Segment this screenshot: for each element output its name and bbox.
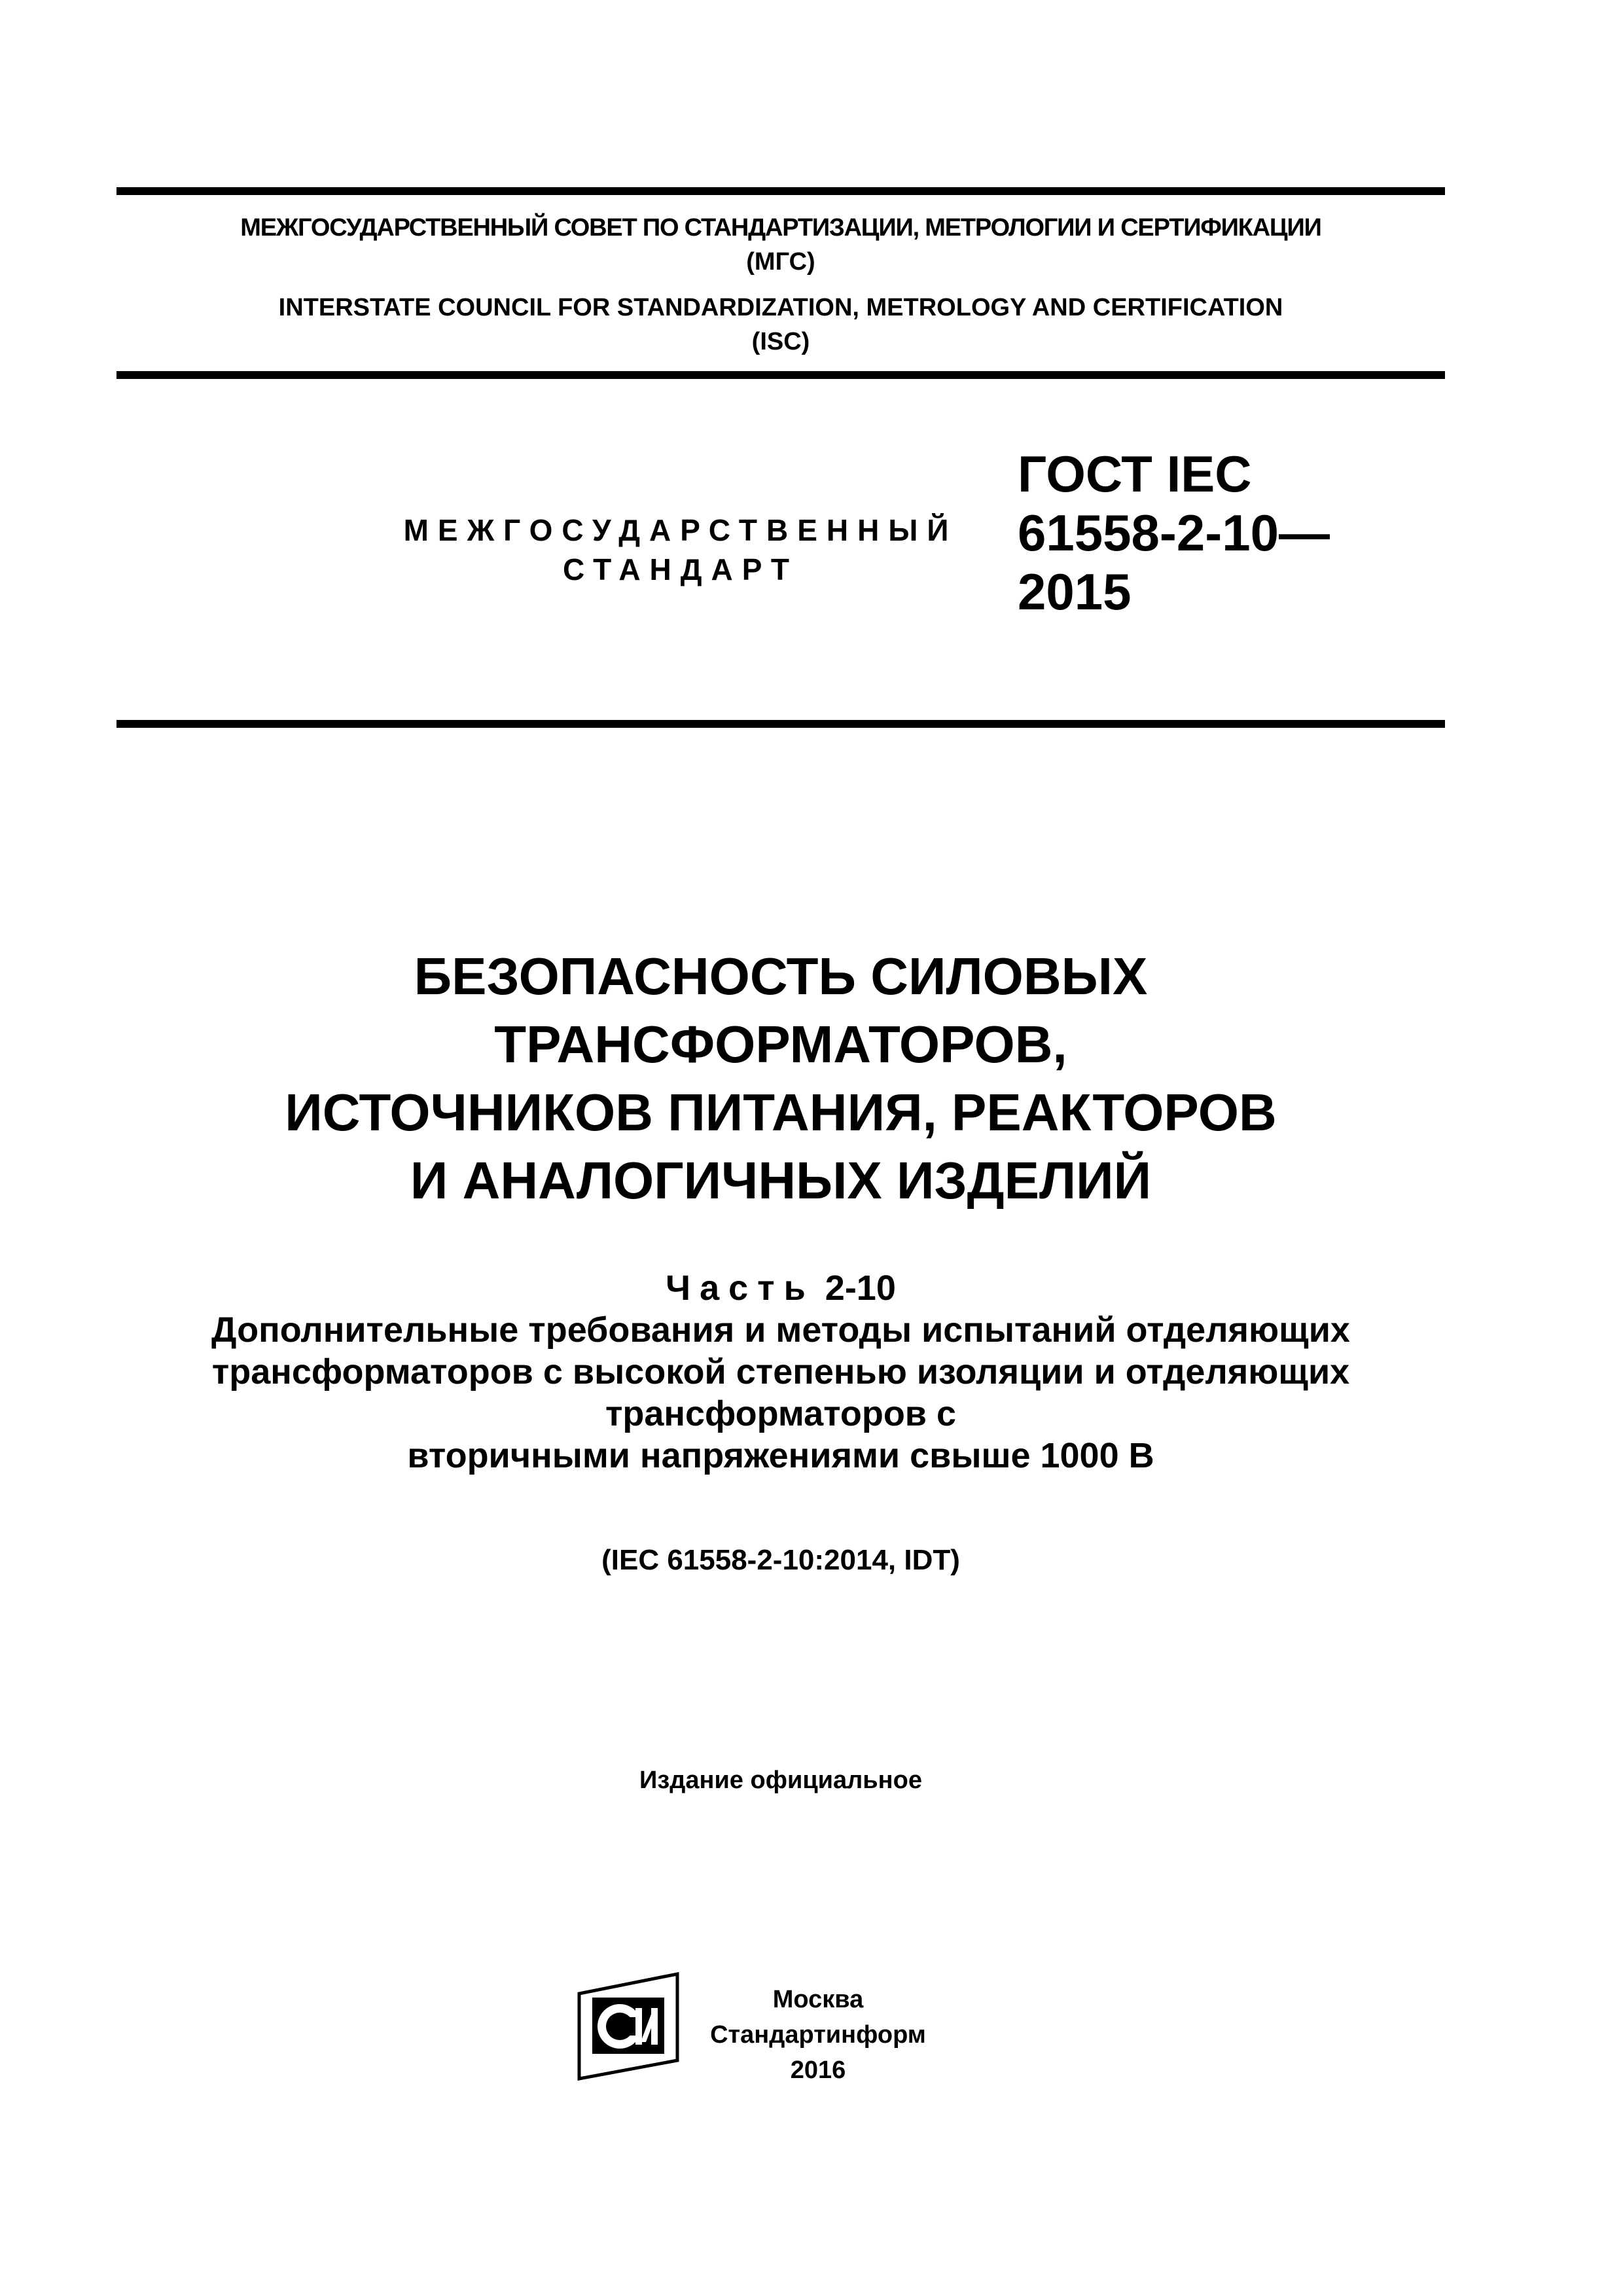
- title-line1: БЕЗОПАСНОСТЬ СИЛОВЫХ: [414, 947, 1148, 1005]
- title-line3: ИСТОЧНИКОВ ПИТАНИЯ, РЕАКТОРОВ: [285, 1083, 1277, 1141]
- part-label: Часть: [666, 1268, 815, 1308]
- council-en-abbr: (ISC): [751, 328, 810, 355]
- part-number: 2-10: [825, 1268, 896, 1308]
- header-bottom-rule: [116, 371, 1445, 379]
- standard-bottom-rule: [116, 720, 1445, 728]
- part-title-line3: трансформаторов с: [605, 1394, 957, 1433]
- top-rule: [116, 187, 1445, 195]
- publisher-name: Стандартинформ: [710, 2021, 926, 2049]
- council-ru-line1: МЕЖГОСУДАРСТВЕННЫЙ СОВЕТ ПО СТАНДАРТИЗАЦИИ, МЕТРОЛОГИИ И СЕРТИФИКАЦИИ: [240, 214, 1321, 242]
- identity-reference: (IEC 61558-2-10:2014, IDT): [601, 1544, 960, 1576]
- publisher-city: Москва: [772, 1986, 864, 2013]
- standartinform-logo-icon: [573, 1971, 687, 2081]
- standard-type-line2: СТАНДАРТ: [563, 552, 798, 586]
- standard-type-line1: МЕЖГОСУДАРСТВЕННЫЙ: [403, 513, 958, 547]
- standard-code-line1: ГОСТ IEC: [1018, 445, 1252, 503]
- title-line4: И АНАЛОГИЧНЫХ ИЗДЕЛИЙ: [410, 1151, 1152, 1210]
- part-title-line4: вторичными напряжениями свыше 1000 В: [407, 1436, 1154, 1475]
- publisher-year: 2016: [790, 2056, 846, 2084]
- standard-code-line3: 2015: [1018, 563, 1132, 620]
- standard-code-line2: 61558-2-10—: [1018, 504, 1330, 562]
- part-heading: [116, 1267, 1445, 1309]
- council-en-line1: INTERSTATE COUNCIL FOR STANDARDIZATION, METROLOGY AND CERTIFICATION: [278, 294, 1283, 321]
- part-title-line1: Дополнительные требования и методы испытаний отделяющих: [211, 1310, 1350, 1350]
- title-line2: ТРАНСФОРМАТОРОВ,: [494, 1015, 1067, 1073]
- edition-note: Издание официальное: [639, 1767, 922, 1794]
- part-title-line2: трансформаторов с высокой степенью изоляции и отделяющих: [211, 1352, 1350, 1391]
- council-ru-abbr: (МГС): [746, 248, 815, 276]
